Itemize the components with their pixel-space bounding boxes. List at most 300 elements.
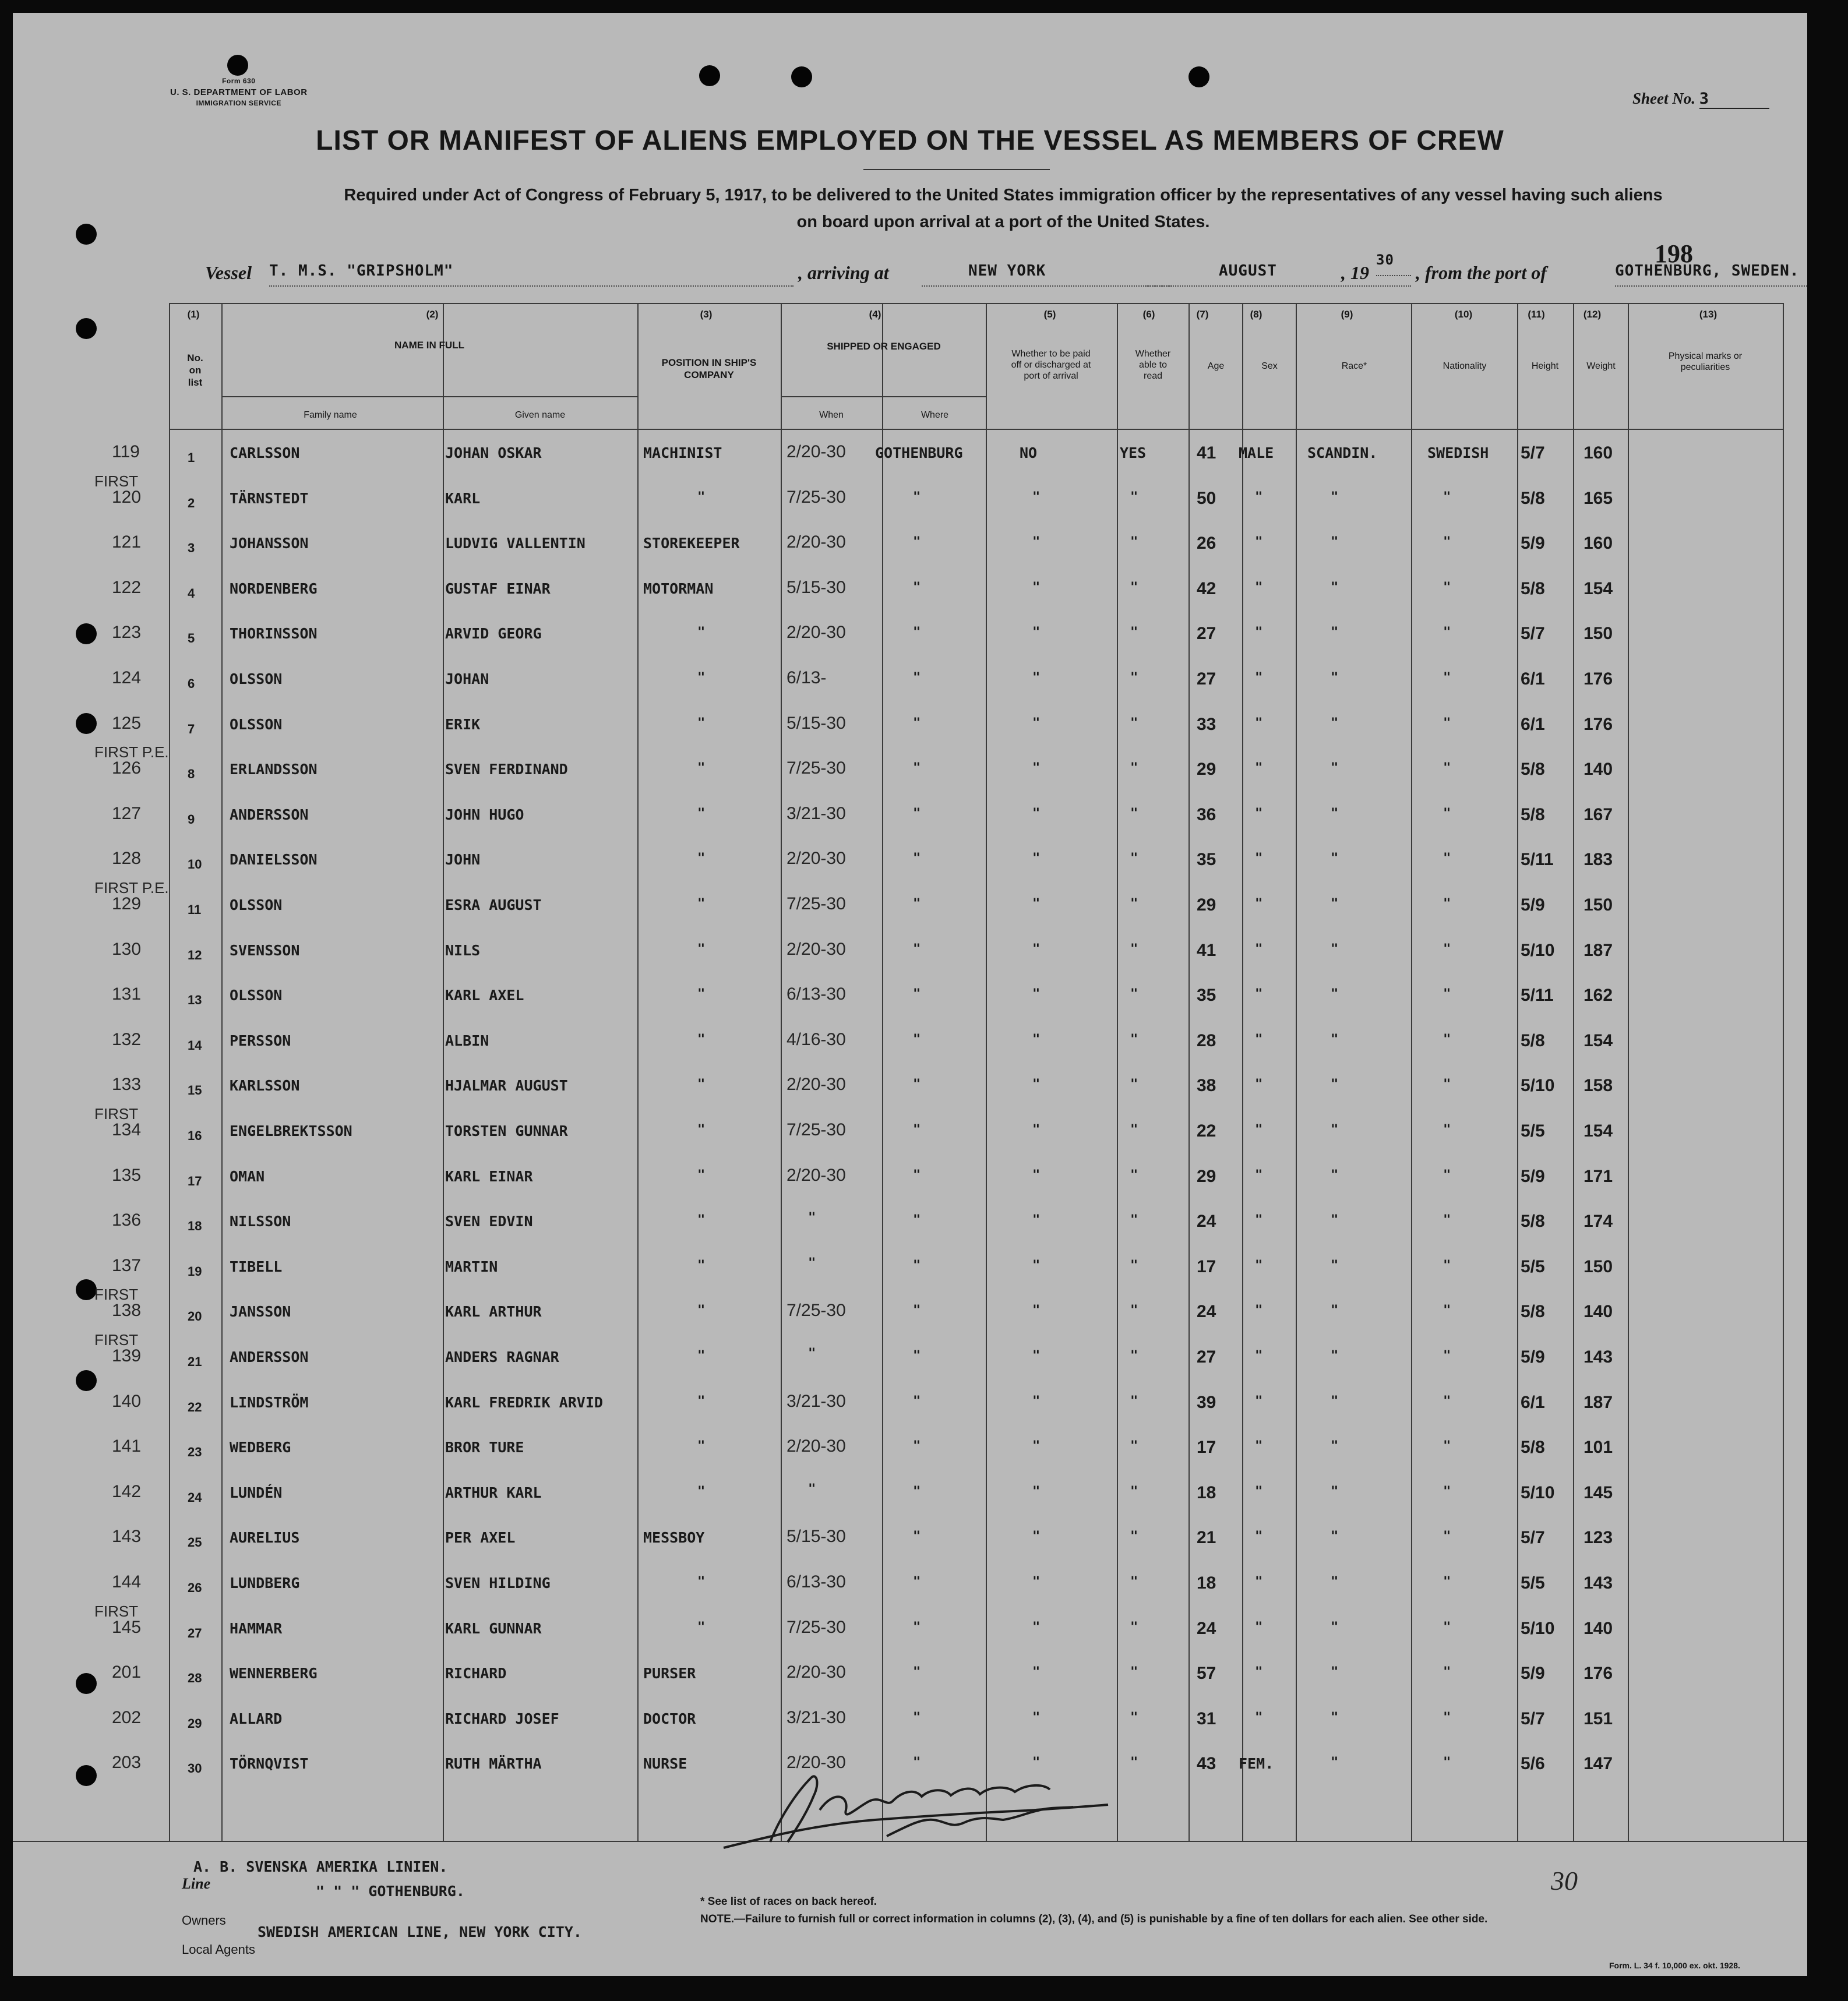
family-name: LUNDBERG bbox=[230, 1575, 300, 1591]
manifest-sheet bbox=[13, 13, 1807, 1976]
column-rule bbox=[781, 304, 782, 1842]
position: " bbox=[697, 1213, 706, 1227]
age: 22 bbox=[1197, 1121, 1216, 1141]
age: 41 bbox=[1197, 443, 1216, 463]
height: 5/5 bbox=[1521, 1121, 1545, 1141]
able-to-read: " bbox=[1130, 806, 1138, 821]
crew-ref-number: 125 bbox=[112, 714, 142, 733]
shipped-when: 3/21-30 bbox=[787, 1392, 846, 1411]
crew-ref-number: 141 bbox=[112, 1437, 142, 1456]
shipped-where: " bbox=[913, 535, 921, 549]
family-name: ANDERSSON bbox=[230, 1349, 309, 1365]
col-number: (5) bbox=[1043, 309, 1056, 320]
height: 5/5 bbox=[1521, 1573, 1545, 1593]
first-annotation: FIRST bbox=[94, 472, 139, 490]
crew-ref-number: 137 bbox=[112, 1256, 142, 1275]
race: SCANDIN. bbox=[1307, 444, 1378, 461]
family-name: NILSSON bbox=[230, 1213, 291, 1230]
nationality: " bbox=[1443, 1258, 1451, 1273]
given-name: ARTHUR KARL bbox=[445, 1484, 542, 1501]
position: " bbox=[697, 1484, 706, 1499]
position: DOCTOR bbox=[643, 1710, 696, 1727]
service-name: IMMIGRATION SERVICE bbox=[196, 99, 281, 107]
weight: 165 bbox=[1584, 489, 1613, 508]
line-field: A. B. SVENSKA AMERIKA LINIEN. Line bbox=[182, 1858, 448, 1892]
shipped-when: 2/20-30 bbox=[787, 1166, 846, 1185]
age: 24 bbox=[1197, 1619, 1216, 1638]
row-number: 1 bbox=[188, 450, 195, 465]
shipped-when: " bbox=[808, 1256, 816, 1271]
col-number: (2) bbox=[426, 309, 439, 320]
able-to-read: " bbox=[1130, 987, 1138, 1001]
row-number: 29 bbox=[188, 1716, 202, 1731]
row-number: 25 bbox=[188, 1535, 202, 1550]
column-rule bbox=[1117, 304, 1118, 1842]
able-to-read: " bbox=[1130, 851, 1138, 866]
height: 5/9 bbox=[1521, 534, 1545, 553]
crew-ref-number: 138 bbox=[112, 1301, 142, 1320]
col-sex: Sex bbox=[1261, 361, 1278, 371]
crew-ref-number: 120 bbox=[112, 488, 142, 507]
height: 5/5 bbox=[1521, 1257, 1545, 1276]
shipped-when: 6/13- bbox=[787, 668, 827, 687]
able-to-read: " bbox=[1130, 942, 1138, 957]
weight: 162 bbox=[1584, 986, 1613, 1005]
col-name-in-full: NAME IN FULL bbox=[394, 340, 464, 351]
punch-hole bbox=[699, 65, 720, 86]
shipped-where: " bbox=[913, 761, 921, 775]
shipped-when: 5/15-30 bbox=[787, 714, 846, 733]
family-name: ENGELBREKTSSON bbox=[230, 1123, 352, 1139]
weight: 150 bbox=[1584, 895, 1613, 915]
position: " bbox=[697, 987, 706, 1001]
shipped-where: " bbox=[913, 1168, 921, 1183]
shipped-where: " bbox=[913, 580, 921, 595]
weight: 143 bbox=[1584, 1573, 1613, 1593]
crew-ref-number: 135 bbox=[112, 1166, 142, 1185]
paid-off: " bbox=[1032, 806, 1041, 821]
weight: 187 bbox=[1584, 1393, 1613, 1412]
position: " bbox=[697, 1258, 706, 1273]
given-name: RUTH MÄRTHA bbox=[445, 1755, 542, 1772]
sex: " bbox=[1255, 1529, 1263, 1544]
col-number: (7) bbox=[1196, 309, 1209, 320]
nationality: " bbox=[1443, 851, 1451, 866]
col-number: (8) bbox=[1250, 309, 1262, 320]
family-name: PERSSON bbox=[230, 1032, 291, 1049]
position: NURSE bbox=[643, 1755, 687, 1772]
sex: " bbox=[1255, 1168, 1263, 1183]
height: 5/7 bbox=[1521, 443, 1545, 463]
given-name: PER AXEL bbox=[445, 1529, 516, 1546]
punch-hole bbox=[76, 1765, 97, 1786]
weight: 167 bbox=[1584, 805, 1613, 824]
sex: " bbox=[1255, 942, 1263, 957]
sex: " bbox=[1255, 851, 1263, 866]
able-to-read: " bbox=[1130, 1755, 1138, 1770]
able-to-read: " bbox=[1130, 1710, 1138, 1725]
crew-ref-number: 131 bbox=[112, 984, 142, 1004]
race: " bbox=[1331, 1665, 1339, 1679]
height: 5/6 bbox=[1521, 1754, 1545, 1773]
sex: " bbox=[1255, 1258, 1263, 1273]
handwritten-count: 30 bbox=[1551, 1866, 1578, 1896]
crew-ref-number: 124 bbox=[112, 668, 142, 687]
row-number: 28 bbox=[188, 1671, 202, 1685]
race: " bbox=[1331, 1620, 1339, 1635]
crew-ref-number: 130 bbox=[112, 940, 142, 959]
family-name: LINDSTRÖM bbox=[230, 1394, 309, 1411]
age: 17 bbox=[1197, 1257, 1216, 1276]
weight: 160 bbox=[1584, 534, 1613, 553]
weight: 101 bbox=[1584, 1438, 1613, 1457]
vessel-name-field: T. M.S. "GRIPSHOLM" bbox=[269, 262, 793, 287]
given-name: KARL FREDRIK ARVID bbox=[445, 1394, 603, 1411]
age: 18 bbox=[1197, 1483, 1216, 1502]
race: " bbox=[1331, 1394, 1339, 1409]
punch-hole bbox=[76, 1673, 97, 1694]
row-number: 8 bbox=[188, 767, 195, 781]
weight: 150 bbox=[1584, 1257, 1613, 1276]
row-number: 22 bbox=[188, 1400, 202, 1414]
age: 28 bbox=[1197, 1031, 1216, 1050]
paid-off: " bbox=[1032, 1394, 1041, 1409]
height: 5/10 bbox=[1521, 1619, 1555, 1638]
sex: " bbox=[1255, 1484, 1263, 1499]
crew-ref-number: 122 bbox=[112, 578, 142, 597]
sex: " bbox=[1255, 1665, 1263, 1679]
position: " bbox=[697, 1303, 706, 1318]
row-number: 10 bbox=[188, 857, 202, 871]
height: 5/9 bbox=[1521, 895, 1545, 915]
sex: " bbox=[1255, 1575, 1263, 1589]
shipped-when: 4/16-30 bbox=[787, 1030, 846, 1049]
position: MOTORMAN bbox=[643, 580, 714, 597]
local-agents-label: Local Agents bbox=[182, 1942, 255, 1957]
column-rule bbox=[1188, 304, 1190, 1842]
given-name: ALBIN bbox=[445, 1032, 489, 1049]
row-number: 2 bbox=[188, 496, 195, 510]
shipped-when: 2/20-30 bbox=[787, 1663, 846, 1682]
weight: 187 bbox=[1584, 941, 1613, 960]
col-number: (11) bbox=[1528, 309, 1545, 320]
sex: " bbox=[1255, 490, 1263, 504]
first-annotation: FIRST bbox=[94, 1105, 139, 1123]
row-number: 6 bbox=[188, 676, 195, 691]
paid-off: " bbox=[1032, 1755, 1041, 1770]
shipped-where: " bbox=[913, 1258, 921, 1273]
crew-ref-number: 129 bbox=[112, 894, 142, 913]
col-number: (6) bbox=[1142, 309, 1155, 320]
column-rule bbox=[1628, 304, 1629, 1842]
able-to-read: " bbox=[1130, 580, 1138, 595]
col-no-on-list: No. on list bbox=[187, 352, 203, 388]
paid-off: " bbox=[1032, 580, 1041, 595]
given-name: MARTIN bbox=[445, 1258, 498, 1275]
able-to-read: " bbox=[1130, 1349, 1138, 1363]
shipped-where: " bbox=[913, 1077, 921, 1092]
first-annotation: FIRST bbox=[94, 1331, 139, 1349]
height: 5/7 bbox=[1521, 624, 1545, 643]
shipped-when: " bbox=[808, 1482, 816, 1497]
race: " bbox=[1331, 761, 1339, 775]
punch-hole bbox=[76, 623, 97, 644]
race: " bbox=[1331, 1168, 1339, 1183]
row-rule bbox=[221, 396, 637, 397]
able-to-read: " bbox=[1130, 1303, 1138, 1318]
position: " bbox=[697, 670, 706, 685]
race: " bbox=[1331, 1484, 1339, 1499]
row-number: 5 bbox=[188, 631, 195, 645]
position: " bbox=[697, 1439, 706, 1453]
able-to-read: " bbox=[1130, 716, 1138, 730]
col-weight: Weight bbox=[1586, 361, 1616, 371]
position: " bbox=[697, 897, 706, 911]
height: 5/7 bbox=[1521, 1709, 1545, 1728]
crew-ref-number: 203 bbox=[112, 1753, 142, 1772]
family-name: SVENSSON bbox=[230, 942, 300, 959]
weight: 140 bbox=[1584, 1302, 1613, 1321]
punch-hole bbox=[1188, 66, 1209, 87]
position: " bbox=[697, 716, 706, 730]
sex: " bbox=[1255, 1620, 1263, 1635]
race: " bbox=[1331, 1529, 1339, 1544]
sex: " bbox=[1255, 580, 1263, 595]
weight: 154 bbox=[1584, 1031, 1613, 1050]
shipped-where: " bbox=[913, 897, 921, 911]
race: " bbox=[1331, 535, 1339, 549]
position: " bbox=[697, 1077, 706, 1092]
nationality: " bbox=[1443, 1575, 1451, 1589]
able-to-read: " bbox=[1130, 535, 1138, 549]
race: " bbox=[1331, 1575, 1339, 1589]
given-name: RICHARD JOSEF bbox=[445, 1710, 559, 1727]
given-name: LUDVIG VALLENTIN bbox=[445, 535, 586, 552]
weight: 147 bbox=[1584, 1754, 1613, 1773]
paid-off: " bbox=[1032, 1529, 1041, 1544]
department-name: U. S. DEPARTMENT OF LABOR bbox=[170, 87, 308, 97]
given-name: ANDERS RAGNAR bbox=[445, 1349, 559, 1365]
age: 33 bbox=[1197, 715, 1216, 734]
given-name: NILS bbox=[445, 942, 481, 959]
col-number: (4) bbox=[869, 309, 881, 320]
master-signature bbox=[700, 1755, 1120, 1859]
punch-hole bbox=[227, 55, 248, 76]
sex: " bbox=[1255, 670, 1263, 685]
position: " bbox=[697, 806, 706, 821]
weight: 140 bbox=[1584, 1619, 1613, 1638]
able-to-read: " bbox=[1130, 1258, 1138, 1273]
nationality: " bbox=[1443, 1213, 1451, 1227]
col-number: (3) bbox=[700, 309, 713, 320]
able-to-read: " bbox=[1130, 1439, 1138, 1453]
weight: 143 bbox=[1584, 1347, 1613, 1367]
race: " bbox=[1331, 897, 1339, 911]
col-number: (12) bbox=[1583, 309, 1602, 320]
age: 36 bbox=[1197, 805, 1216, 824]
able-to-read: " bbox=[1130, 761, 1138, 775]
given-name: BROR TURE bbox=[445, 1439, 524, 1456]
shipped-where: " bbox=[913, 1575, 921, 1589]
family-name: OLSSON bbox=[230, 670, 283, 687]
shipped-when: 2/20-30 bbox=[787, 1075, 846, 1094]
race: " bbox=[1331, 1755, 1339, 1770]
position: MESSBOY bbox=[643, 1529, 705, 1546]
nationality: " bbox=[1443, 1077, 1451, 1092]
shipped-where: " bbox=[913, 1032, 921, 1047]
able-to-read: " bbox=[1130, 625, 1138, 640]
punch-hole bbox=[76, 1370, 97, 1391]
age: 31 bbox=[1197, 1709, 1216, 1728]
nationality: " bbox=[1443, 1168, 1451, 1183]
family-name: ALLARD bbox=[230, 1710, 283, 1727]
punch-hole bbox=[76, 224, 97, 245]
race: " bbox=[1331, 987, 1339, 1001]
column-rule bbox=[637, 304, 639, 1842]
nationality: " bbox=[1443, 716, 1451, 730]
crew-ref-number: 201 bbox=[112, 1663, 142, 1682]
given-name: GUSTAF EINAR bbox=[445, 580, 551, 597]
crew-ref-number: 145 bbox=[112, 1618, 142, 1637]
weight: 174 bbox=[1584, 1212, 1613, 1231]
col-number: (1) bbox=[187, 309, 200, 320]
punch-hole bbox=[76, 318, 97, 339]
height: 6/1 bbox=[1521, 715, 1545, 734]
vessel-line: Vessel T. M.S. "GRIPSHOLM" , arriving at NEW YORK AUGUST , 19 30 , from the port of GOTHENBURG, SWEDEN. bbox=[205, 257, 1778, 288]
paid-off: NO bbox=[1020, 444, 1038, 461]
given-name: KARL AXEL bbox=[445, 987, 524, 1004]
race: " bbox=[1331, 580, 1339, 595]
age: 27 bbox=[1197, 669, 1216, 689]
age: 21 bbox=[1197, 1528, 1216, 1547]
race: " bbox=[1331, 806, 1339, 821]
punch-hole bbox=[791, 66, 812, 87]
able-to-read: " bbox=[1130, 670, 1138, 685]
col-family-name: Family name bbox=[304, 410, 357, 420]
able-to-read: " bbox=[1130, 1168, 1138, 1183]
position: " bbox=[697, 942, 706, 957]
sex: MALE bbox=[1239, 444, 1274, 461]
shipped-when: " bbox=[808, 1211, 816, 1225]
col-where: Where bbox=[921, 410, 949, 420]
paid-off: " bbox=[1032, 1620, 1041, 1635]
shipped-when: 5/15-30 bbox=[787, 1527, 846, 1546]
sex: " bbox=[1255, 1213, 1263, 1227]
given-name: TORSTEN GUNNAR bbox=[445, 1123, 568, 1139]
punch-hole bbox=[76, 713, 97, 734]
nationality: " bbox=[1443, 1032, 1451, 1047]
sex: " bbox=[1255, 716, 1263, 730]
column-rule bbox=[1573, 304, 1574, 1842]
nationality: SWEDISH bbox=[1427, 444, 1489, 461]
row-number: 14 bbox=[188, 1038, 202, 1053]
col-shipped-engaged: SHIPPED OR ENGAGED bbox=[827, 341, 941, 352]
position: MACHINIST bbox=[643, 444, 722, 461]
column-rule bbox=[169, 304, 170, 1842]
race: " bbox=[1331, 1258, 1339, 1273]
col-able-to-read: Whether able to read bbox=[1135, 349, 1171, 381]
height: 5/9 bbox=[1521, 1664, 1545, 1683]
sheet-number: Sheet No. 3 bbox=[1632, 90, 1769, 109]
age: 26 bbox=[1197, 534, 1216, 553]
column-rule bbox=[882, 304, 883, 1842]
given-name: KARL GUNNAR bbox=[445, 1620, 542, 1637]
nationality: " bbox=[1443, 535, 1451, 549]
age: 57 bbox=[1197, 1664, 1216, 1683]
row-number: 16 bbox=[188, 1128, 202, 1143]
able-to-read: " bbox=[1130, 490, 1138, 504]
age: 24 bbox=[1197, 1212, 1216, 1231]
family-name: NORDENBERG bbox=[230, 580, 318, 597]
age: 42 bbox=[1197, 579, 1216, 598]
col-race: Race* bbox=[1341, 361, 1367, 371]
nationality: " bbox=[1443, 1484, 1451, 1499]
shipped-where: " bbox=[913, 1123, 921, 1137]
shipped-when: 2/20-30 bbox=[787, 1437, 846, 1456]
position: " bbox=[697, 490, 706, 504]
nationality: " bbox=[1443, 1123, 1451, 1137]
shipped-when: 7/25-30 bbox=[787, 1618, 846, 1637]
position: " bbox=[697, 851, 706, 866]
form-number: Form 630 bbox=[222, 77, 256, 85]
sex: " bbox=[1255, 1303, 1263, 1318]
position: " bbox=[697, 1349, 706, 1363]
first-annotation: FIRST P.E. bbox=[94, 743, 169, 761]
able-to-read: " bbox=[1130, 1213, 1138, 1227]
nationality: " bbox=[1443, 761, 1451, 775]
race: " bbox=[1331, 942, 1339, 957]
nationality: " bbox=[1443, 987, 1451, 1001]
col-number: (9) bbox=[1341, 309, 1353, 320]
crew-ref-number: 127 bbox=[112, 804, 142, 823]
col-nationality: Nationality bbox=[1443, 361, 1487, 371]
given-name: SVEN EDVIN bbox=[445, 1213, 533, 1230]
position: " bbox=[697, 625, 706, 640]
shipped-when: 2/20-30 bbox=[787, 532, 846, 552]
age: 43 bbox=[1197, 1754, 1216, 1773]
shipped-where: " bbox=[913, 1620, 921, 1635]
paid-off: " bbox=[1032, 1349, 1041, 1363]
family-name: CARLSSON bbox=[230, 444, 300, 461]
able-to-read: YES bbox=[1120, 444, 1147, 461]
shipped-when: 6/13-30 bbox=[787, 1572, 846, 1591]
given-name: KARL bbox=[445, 490, 481, 507]
height: 5/8 bbox=[1521, 489, 1545, 508]
weight: 123 bbox=[1584, 1528, 1613, 1547]
row-number: 24 bbox=[188, 1490, 202, 1505]
paid-off: " bbox=[1032, 1439, 1041, 1453]
department-header bbox=[170, 76, 308, 109]
paid-off: " bbox=[1032, 942, 1041, 957]
shipped-where: " bbox=[913, 1710, 921, 1725]
height: 6/1 bbox=[1521, 669, 1545, 689]
crew-ref-number: 136 bbox=[112, 1211, 142, 1230]
height: 5/8 bbox=[1521, 579, 1545, 598]
line-value-continued: " " " GOTHENBURG. bbox=[316, 1883, 465, 1900]
row-number: 11 bbox=[188, 902, 202, 917]
nationality: " bbox=[1443, 1349, 1451, 1363]
col-age: Age bbox=[1207, 361, 1225, 371]
col-physical-marks: Physical marks or peculiarities bbox=[1668, 351, 1743, 372]
column-rule bbox=[1517, 304, 1518, 1842]
height: 5/8 bbox=[1521, 1212, 1545, 1231]
row-number: 3 bbox=[188, 541, 195, 555]
sex: " bbox=[1255, 761, 1263, 775]
arrival-month-field: AUGUST bbox=[1143, 262, 1411, 287]
race: " bbox=[1331, 490, 1339, 504]
nationality: " bbox=[1443, 625, 1451, 640]
row-rule bbox=[169, 303, 1784, 304]
